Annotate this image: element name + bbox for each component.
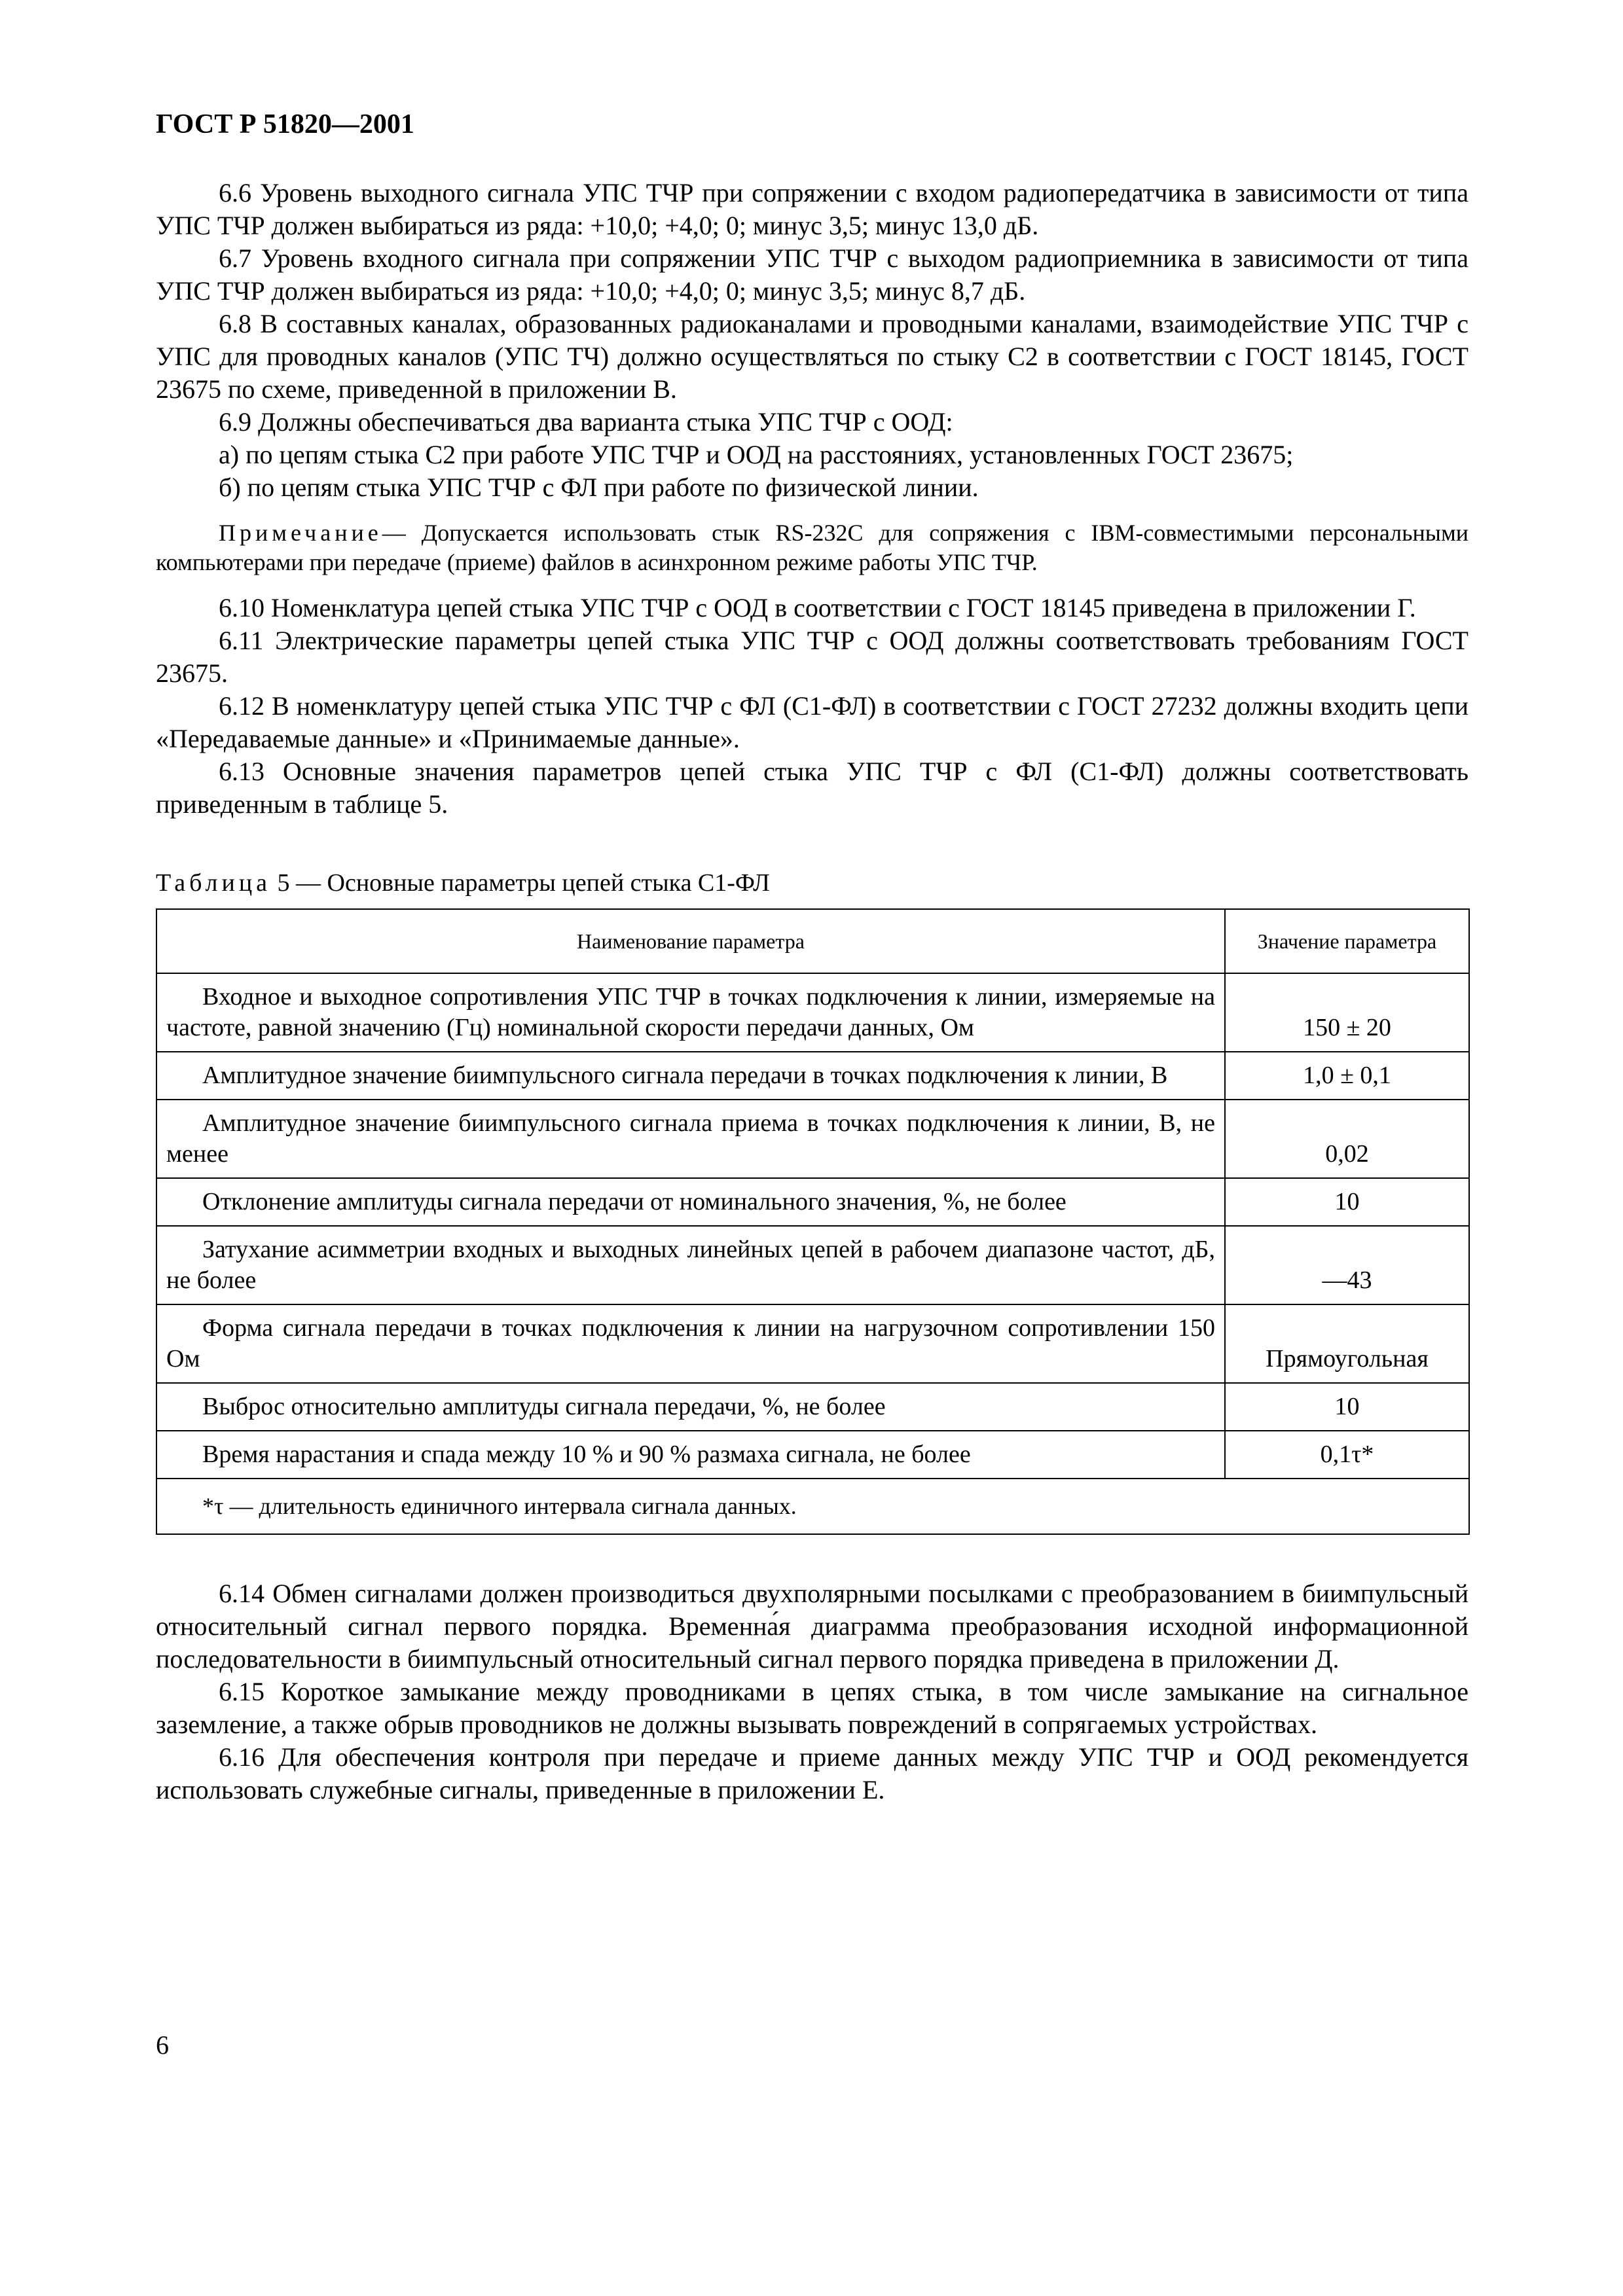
parameter-name: Амплитудное значение биимпульсного сигнала передачи в точках подключения к линии, В <box>156 1052 1225 1100</box>
parameter-name: Амплитудное значение биимпульсного сигнала приема в точках подключения к линии, В, не менее <box>156 1100 1225 1178</box>
paragraph-6-6: 6.6 Уровень выходного сигнала УПС ТЧР при сопряжении с входом радиопередатчика в зависимости от типа УПС ТЧР должен выбираться из ряда: +10,0; +4,0; 0; минус 3,5; минус 13,0 дБ. <box>156 178 1468 240</box>
note-label: Примечание <box>219 520 382 546</box>
after-table-section <box>156 1577 1468 1806</box>
table-row <box>156 1431 1469 1479</box>
parameter-value: 0,1τ* <box>1225 1431 1469 1479</box>
parameter-value: 1,0 ± 0,1 <box>1225 1052 1469 1100</box>
paragraph-6-7: 6.7 Уровень входного сигнала при сопряжении УПС ТЧР с выходом радиоприемника в зависимости от типа УПС ТЧР должен выбираться из ряда: +10,0; +4,0; 0; минус 3,5; минус 8,7 дБ. <box>156 243 1468 306</box>
paragraph-6-14: 6.14 Обмен сигналами должен производиться двухполярными посылками с преобразованием в биимпульсный относительный сигнал первого порядка. Временна́я диаграмма преобразования исходной информационной последовательности в биимпульсный относительный сигнал первого порядка приведена в приложении Д. <box>156 1579 1468 1674</box>
paragraph-6-12: 6.12 В номенклатуру цепей стыка УПС ТЧР с ФЛ (С1-ФЛ) в соответствии с ГОСТ 27232 должны входить цепи «Передаваемые данные» и «Принимаемые данные». <box>156 691 1468 753</box>
table-footnote: *τ — длительность единичного интервала сигнала данных. <box>156 1479 1469 1534</box>
column-header-value: Значение параметра <box>1225 909 1469 973</box>
table-header-row <box>156 909 1469 973</box>
parameter-value: 10 <box>1225 1178 1469 1226</box>
table-row <box>156 1052 1469 1100</box>
table-row <box>156 1178 1469 1226</box>
parameters-table <box>156 908 1470 1535</box>
parameter-value: 10 <box>1225 1383 1469 1431</box>
parameter-name: Затухание асимметрии входных и выходных линейных цепей в рабочем диапазоне частот, дБ, не более <box>156 1226 1225 1304</box>
parameter-value: 150 ± 20 <box>1225 973 1469 1052</box>
parameter-value: Прямоугольная <box>1225 1304 1469 1383</box>
paragraph-6-9-b: б) по цепям стыка УПС ТЧР с ФЛ при работе по физической линии. <box>219 473 979 502</box>
document-page <box>156 105 1468 1806</box>
paragraph-6-16: 6.16 Для обеспечения контроля при передаче и приеме данных между УПС ТЧР и ООД рекомендуется использовать служебные сигналы, приведенные в приложении Е. <box>156 1742 1468 1804</box>
page-number: 6 <box>156 2030 169 2060</box>
parameter-name: Выброс относительно амплитуды сигнала передачи, %, не более <box>156 1383 1225 1431</box>
paragraph-6-15: 6.15 Короткое замыкание между проводниками в цепях стыка, в том числе замыкание на сигнальное заземление, а также обрыв проводников не должны вызывать повреждений в сопрягаемых устройствах. <box>156 1677 1468 1739</box>
parameter-name: Входное и выходное сопротивления УПС ТЧР в точках подключения к линии, измеряемые на частоте, равной значению (Гц) номинальной скорости передачи данных, Ом <box>156 973 1225 1052</box>
table-row <box>156 1100 1469 1178</box>
parameter-value: 0,02 <box>1225 1100 1469 1178</box>
table-caption-text: 5 — Основные параметры цепей стыка С1-ФЛ <box>271 869 770 897</box>
paragraph-6-9: 6.9 Должны обеспечиваться два варианта стыка УПС ТЧР с ООД: <box>219 407 953 437</box>
paragraph-6-10: 6.10 Номенклатура цепей стыка УПС ТЧР с ООД в соответствии с ГОСТ 18145 приведена в приложении Г. <box>219 593 1416 622</box>
parameter-name: Время нарастания и спада между 10 % и 90 % размаха сигнала, не более <box>156 1431 1225 1479</box>
document-header: ГОСТ Р 51820—2001 <box>156 109 414 139</box>
note <box>156 518 1468 577</box>
paragraph-6-9-a: а) по цепям стыка С2 при работе УПС ТЧР и ООД на расстояниях, установленных ГОСТ 23675; <box>219 440 1294 469</box>
parameter-value: —43 <box>1225 1226 1469 1304</box>
paragraph-6-8: 6.8 В составных каналах, образованных радиоканалами и проводными каналами, взаимодействие УПС ТЧР с УПС для проводных каналов (УПС ТЧ) должно осуществляться по стыку С2 в соответствии с ГОСТ 18145, ГОСТ 23675 по схеме, приведенной в приложении В. <box>156 309 1468 404</box>
table-row <box>156 973 1469 1052</box>
parameter-name: Отклонение амплитуды сигнала передачи от номинального значения, %, не более <box>156 1178 1225 1226</box>
table-row <box>156 1226 1469 1304</box>
parameter-name: Форма сигнала передачи в точках подключения к линии на нагрузочном сопротивлении 150 Ом <box>156 1304 1225 1383</box>
table-row <box>156 1304 1469 1383</box>
note-text: — Допускается использовать стык RS-232C для сопряжения с IBM-совместимыми персональными компьютерами при передаче (приеме) файлов в асинхронном режиме работы УПС ТЧР. <box>156 520 1468 575</box>
paragraph-6-13: 6.13 Основные значения параметров цепей стыка УПС ТЧР с ФЛ (С1-ФЛ) должны соответствовать приведенным в таблице 5. <box>156 757 1468 819</box>
table-footnote-row <box>156 1479 1469 1534</box>
table-caption-label: Таблица <box>156 869 272 897</box>
paragraph-6-11: 6.11 Электрические параметры цепей стыка УПС ТЧР с ООД должны соответствовать требованиям ГОСТ 23675. <box>156 626 1468 688</box>
column-header-name: Наименование параметра <box>156 909 1225 973</box>
table-caption <box>156 867 1468 899</box>
table-row <box>156 1383 1469 1431</box>
